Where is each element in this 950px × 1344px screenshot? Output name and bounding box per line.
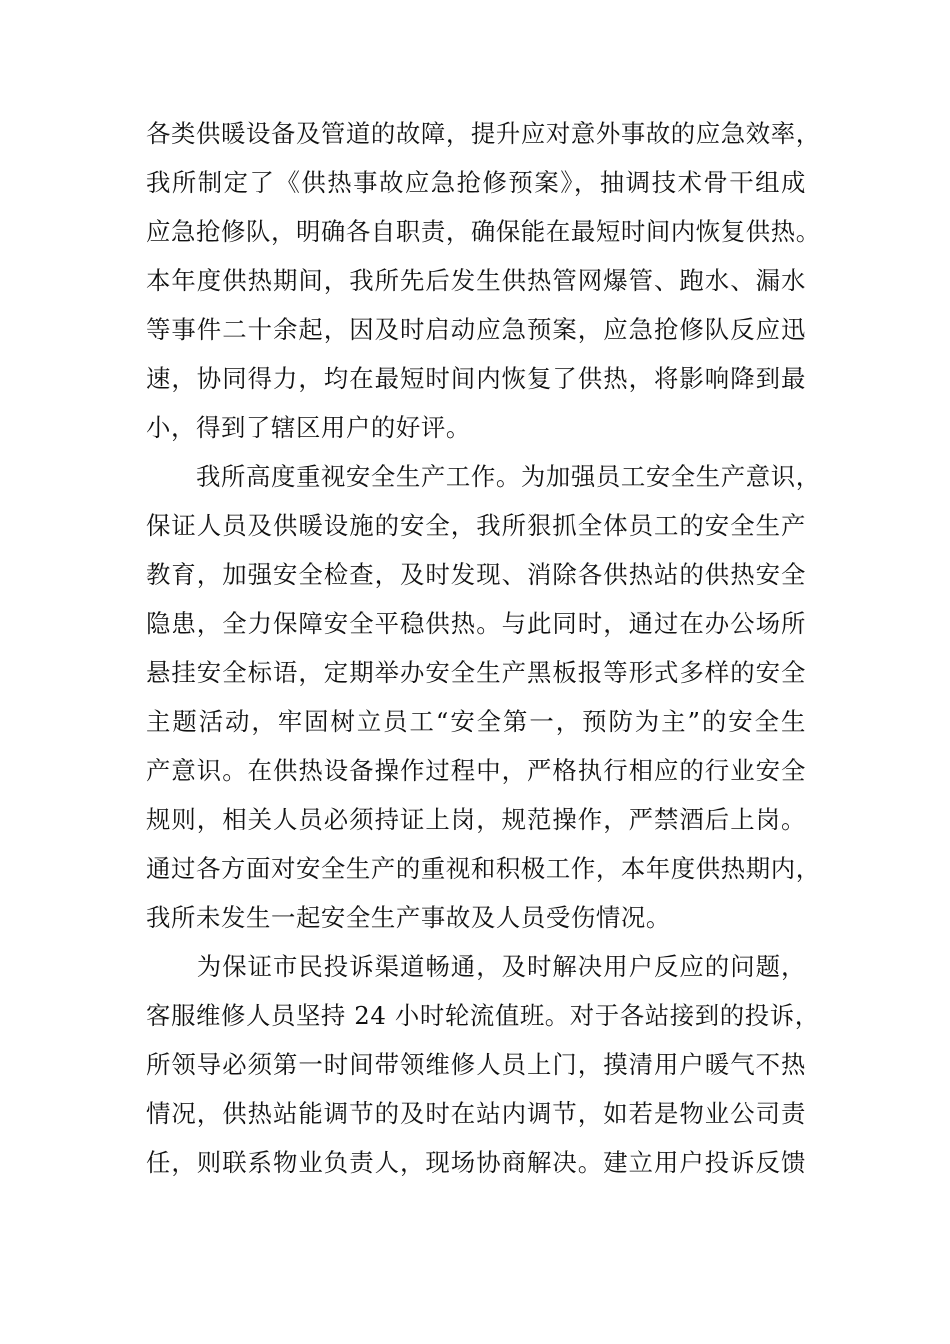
text-line: 通过各方面对安全生产的重视和积极工作，本年度供热期内，: [146, 854, 821, 883]
text-line: 隐患，全力保障安全平稳供热。与此同时，通过在办公场所: [146, 609, 806, 638]
text-line: 应急抢修队，明确各自职责，确保能在最短时间内恢复供热。: [146, 217, 821, 246]
text-line: 等事件二十余起，因及时启动应急预案，应急抢修队反应迅: [146, 315, 806, 344]
text-line: 规则，相关人员必须持证上岗，规范操作，严禁酒后上岗。: [146, 805, 806, 834]
text-line: 客服维修人员坚持 24 小时轮流值班。对于各站接到的投诉，: [146, 1001, 820, 1030]
text-line: 悬挂安全标语，定期举办安全生产黑板报等形式多样的安全: [146, 658, 806, 687]
text-line: 我所高度重视安全生产工作。为加强员工安全生产意识，: [146, 462, 821, 491]
paragraph-safety-production: [146, 452, 821, 942]
text-line: 速，协同得力，均在最短时间内恢复了供热，将影响降到最: [146, 364, 806, 393]
text-line: 任，则联系物业负责人，现场协商解决。建立用户投诉反馈: [146, 1148, 806, 1177]
text-line: 为保证市民投诉渠道畅通，及时解决用户反应的问题，: [146, 952, 806, 981]
paragraph-emergency-repair: [146, 109, 821, 452]
paragraph-complaint-handling: [146, 942, 820, 1187]
text-line: 保证人员及供暖设施的安全，我所狠抓全体员工的安全生产: [146, 511, 806, 540]
text-line: 主题活动，牢固树立员工“安全第一，预防为主”的安全生: [146, 707, 806, 736]
text-line: 情况，供热站能调节的及时在站内调节，如若是物业公司责: [146, 1099, 806, 1128]
text-line: 各类供暖设备及管道的故障，提升应对意外事故的应急效率，: [146, 119, 821, 148]
text-line: 教育，加强安全检查，及时发现、消除各供热站的供热安全: [146, 560, 806, 589]
text-line: 我所制定了《供热事故应急抢修预案》，抽调技术骨干组成: [146, 168, 806, 197]
document-body: [146, 109, 821, 1187]
text-line: 产意识。在供热设备操作过程中，严格执行相应的行业安全: [146, 756, 806, 785]
text-line: 所领导必须第一时间带领维修人员上门，摸清用户暖气不热: [146, 1050, 806, 1079]
text-line: 小，得到了辖区用户的好评。: [146, 413, 471, 442]
text-line: 本年度供热期间，我所先后发生供热管网爆管、跑水、漏水: [146, 266, 806, 295]
text-line: 我所未发生一起安全生产事故及人员受伤情况。: [146, 903, 671, 932]
